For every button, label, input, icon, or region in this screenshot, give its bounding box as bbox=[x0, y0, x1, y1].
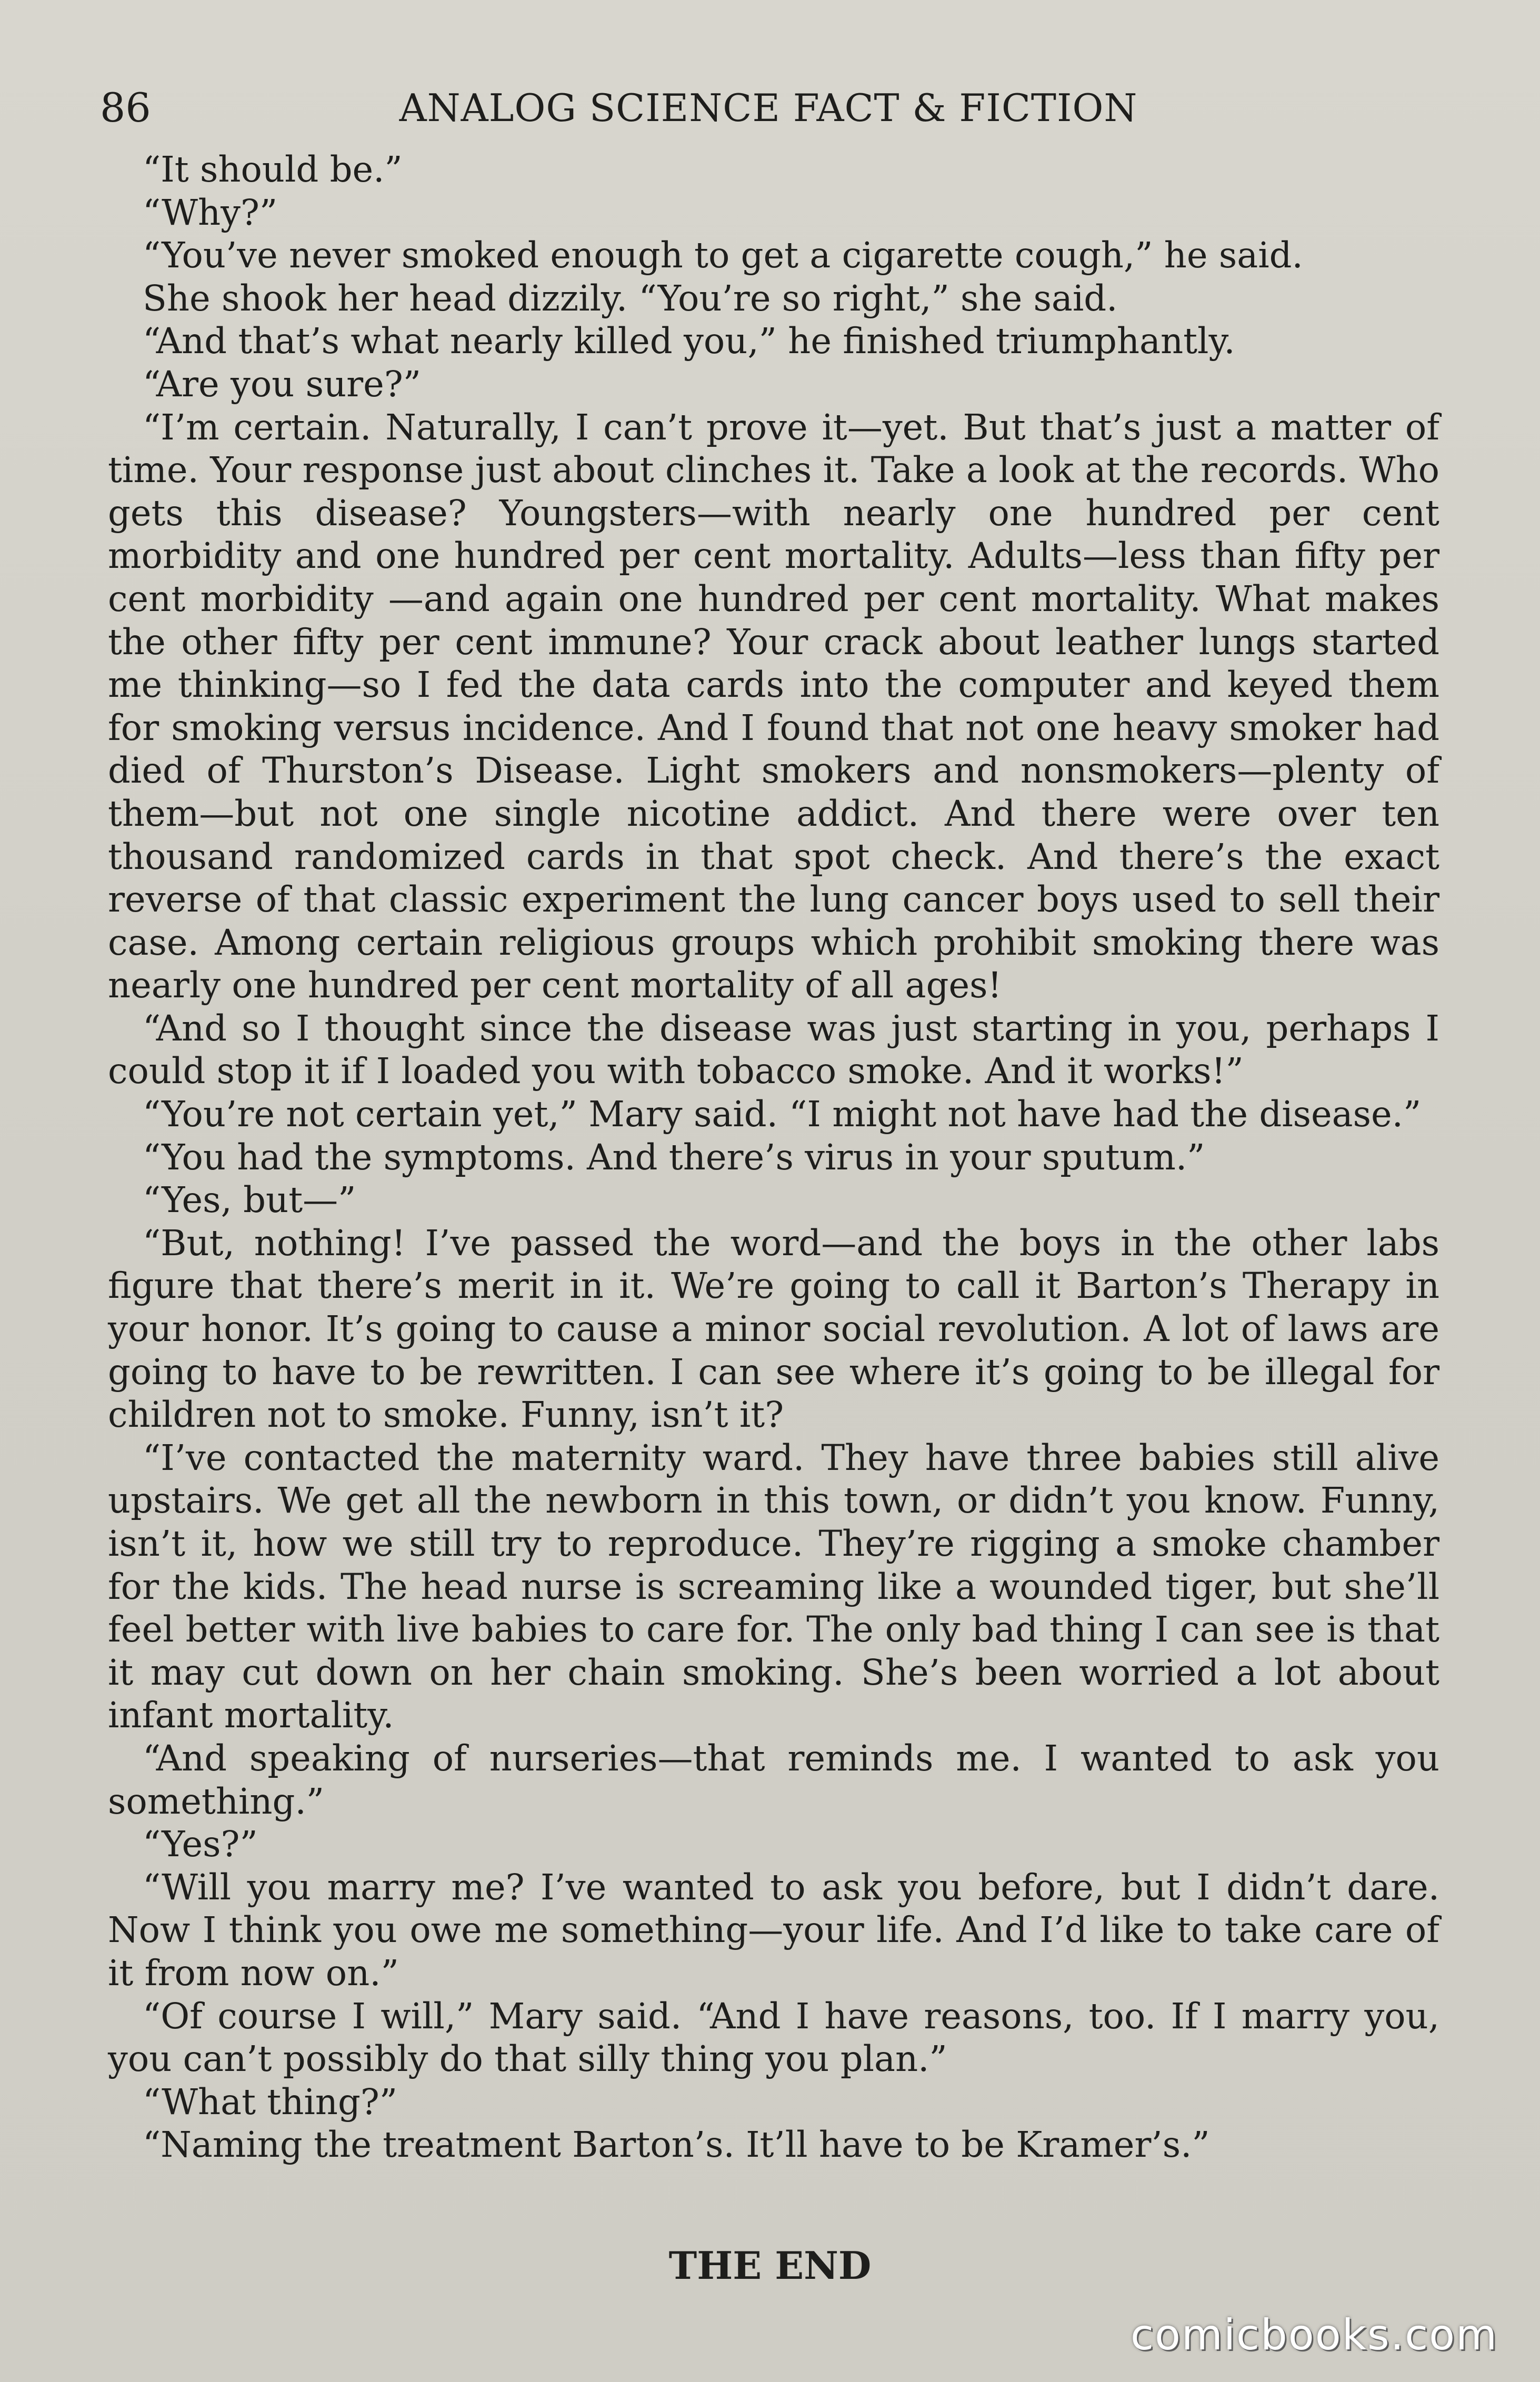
paragraph: “Yes?” bbox=[143, 1824, 258, 1865]
paragraph: “I’ve contacted the maternity ward. They have three babies still alive upstairs. We get all the newborn in this town, or didn’t you know. Funny, isn’t it, how we still try to reproduce. They’re rigging a smoke chamber for the kids. The head nurse is screaming like a wounded tiger, but she’ll feel better with live babies to care for. The only bad thing I can see is that it may cut down on her chain smoking. She’s been worried a lot about infant mortality. bbox=[108, 1437, 1439, 1736]
paragraph: She shook her head dizzily. “You’re so right,” she said. bbox=[143, 277, 1118, 319]
paragraph: “And so I thought since the disease was just starting in you, perhaps I could stop it if I loaded you with tobacco smoke. And it works!” bbox=[108, 1007, 1439, 1092]
paragraph: “You had the symptoms. And there’s virus in your sputum.” bbox=[143, 1136, 1205, 1178]
paragraph: “You’re not certain yet,” Mary said. “I might not have had the disease.” bbox=[143, 1094, 1422, 1135]
paragraph: “But, nothing! I’ve passed the word—and the boys in the other labs figure that there’s merit in it. We’re going to call it Barton’s Therapy in your honor. It’s going to cause a minor social revolution. A lot of laws are going to have to be rewritten. I can see where it’s going to be illegal for children not to smoke. Funny, isn’t it? bbox=[108, 1222, 1439, 1436]
running-header bbox=[100, 79, 1447, 137]
paragraph: “You’ve never smoked enough to get a cigarette cough,” he said. bbox=[143, 235, 1303, 276]
paragraph: “Of course I will,” Mary said. “And I have reasons, too. If I marry you, you can’t possibly do that silly thing you plan.” bbox=[108, 1995, 1439, 2080]
the-end-label: THE END bbox=[668, 2243, 872, 2288]
paragraph: “It should be.” bbox=[143, 149, 403, 190]
paragraph: “Are you sure?” bbox=[143, 363, 421, 405]
watermark: comicbooks.com bbox=[1130, 2310, 1498, 2359]
story-text bbox=[108, 148, 1439, 2167]
paragraph: “And that’s what nearly killed you,” he finished triumphantly. bbox=[143, 321, 1235, 362]
page-number: 86 bbox=[100, 84, 151, 131]
paragraph: “Will you marry me? I’ve wanted to ask you before, but I didn’t dare. Now I think you owe me something—your life. And I’d like to take care of it from now on.” bbox=[108, 1866, 1439, 1994]
paragraph: “I’m certain. Naturally, I can’t prove it—yet. But that’s just a matter of time. Your response just about clinches it. Take a look at the records. Who gets this disease? Youngsters—with nearly one hundred per cent morbidity and one hundred per cent mortality. Adults—less than fifty per cent morbidity —and again one hundred per cent mortality. What makes the other fifty per cent immune? Your crack about leather lungs started me thinking—so I fed the data cards into the computer and keyed them for smoking versus incidence. And I found that not one heavy smoker had died of Thurston’s Disease. Light smokers and nonsmokers—plenty of them—but not one single nicotine addict. And there were over ten thousand randomized cards in that spot check. And there’s the exact reverse of that classic experiment the lung cancer boys used to sell their case. Among certain religious groups which prohibit smoking there was nearly one hundred per cent mortality of all ages! bbox=[108, 406, 1439, 1006]
paragraph: “Yes, but—” bbox=[143, 1179, 356, 1221]
paragraph: “Naming the treatment Barton’s. It’ll have to be Kramer’s.” bbox=[143, 2124, 1210, 2166]
paragraph: “And speaking of nurseries—that reminds me. I wanted to ask you something.” bbox=[108, 1737, 1439, 1822]
paragraph: “What thing?” bbox=[143, 2081, 398, 2123]
running-title: ANALOG SCIENCE FACT & FICTION bbox=[399, 86, 1138, 130]
paragraph: “Why?” bbox=[143, 192, 278, 233]
